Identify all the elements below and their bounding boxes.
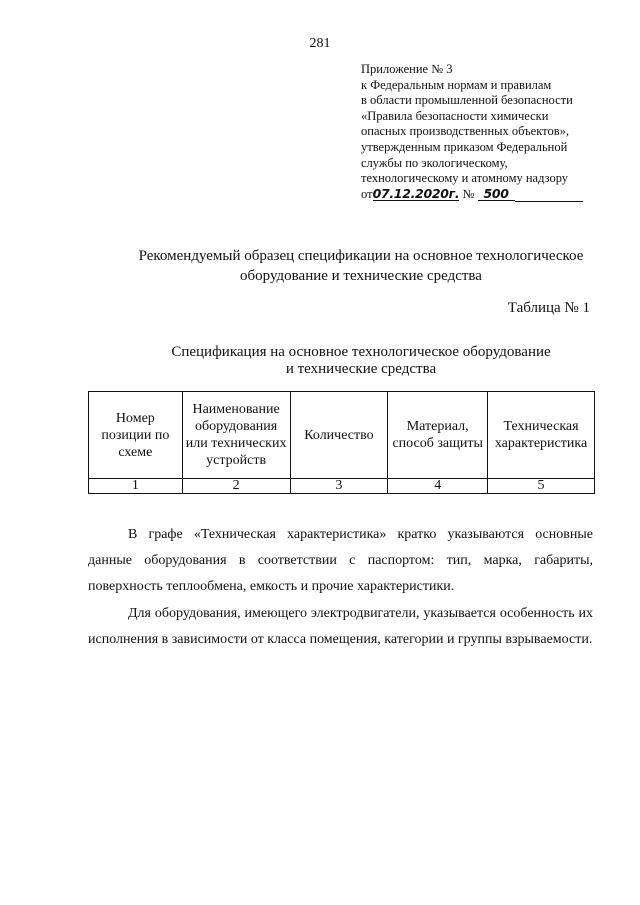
table-number: Таблица № 1 <box>507 300 590 316</box>
header-cell-characteristic: Техническая характеристика <box>488 392 595 479</box>
appendix-line: утвержденным приказом Федеральной <box>361 139 568 154</box>
appendix-line: службы по экологическому, <box>361 155 508 170</box>
appendix-line: к Федеральным нормам и правилам <box>361 77 552 92</box>
appendix-line: «Правила безопасности химически <box>361 108 549 123</box>
table-title-line: Спецификация на основное технологическое оборудование <box>171 344 551 360</box>
order-date-line <box>361 187 623 203</box>
table-title <box>120 344 602 378</box>
order-number: 500 <box>478 187 515 201</box>
header-cell-material: Материал, способ защиты <box>388 392 488 479</box>
paragraph-characteristic: В графе «Техническая характеристика» кратко указываются основные данные оборудования в соответствии с паспортом: тип, марка, габариты, поверхность теплообмена, емкость и прочие характеристики. <box>88 527 593 594</box>
appendix-line: в области промышленной безопасности <box>361 93 573 108</box>
title-line: Рекомендуемый образец спецификации на основное технологическое <box>138 248 584 264</box>
appendix-line: технологическому и атомному надзору <box>361 171 569 186</box>
column-number: 4 <box>388 479 488 494</box>
header-cell-position: Номер позиции по схеме <box>89 392 183 479</box>
order-underline <box>515 189 583 202</box>
table-header-row <box>89 392 595 479</box>
appendix-line: Приложение № 3 <box>361 62 453 76</box>
column-number: 1 <box>89 479 183 494</box>
column-number: 2 <box>182 479 290 494</box>
header-cell-name: Наименование оборудования или технических устройств <box>182 392 290 479</box>
page-number: 281 <box>309 36 331 51</box>
specification-table <box>88 391 595 494</box>
column-number: 5 <box>488 479 595 494</box>
column-number: 3 <box>290 479 388 494</box>
number-prefix: № <box>462 186 475 201</box>
header-cell-quantity: Количество <box>290 392 388 479</box>
document-title <box>120 246 602 286</box>
paragraph-motors: Для оборудования, имеющего электродвигатели, указывается особенность их исполнения в зависимости от класса помещения, категории и группы взрываемости. <box>88 606 593 647</box>
date-prefix: от <box>361 186 373 201</box>
appendix-line: опасных производственных объектов», <box>361 124 569 139</box>
appendix-block <box>361 62 623 202</box>
order-date: 07.12.2020г. <box>372 185 460 201</box>
title-line: оборудование и технические средства <box>240 268 482 284</box>
table-number-row <box>89 479 595 494</box>
table-title-line: и технические средства <box>285 361 437 377</box>
